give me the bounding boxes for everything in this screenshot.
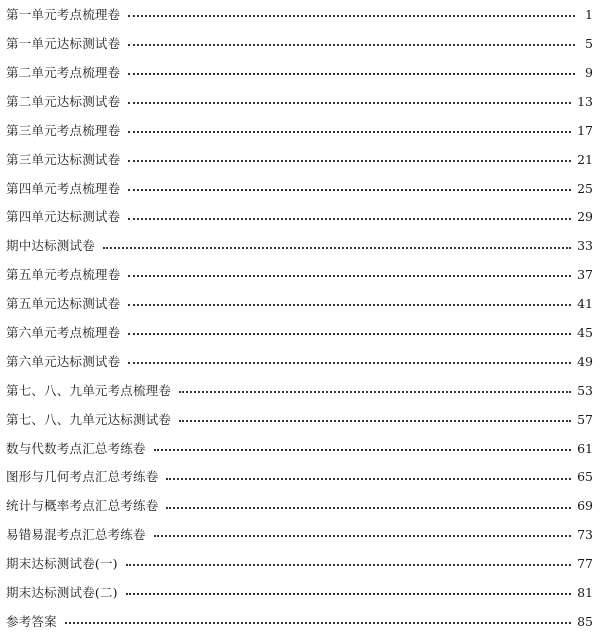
- toc-entry-title: 图形与几何考点汇总考练卷: [6, 469, 159, 485]
- toc-entry[interactable]: [6, 434, 594, 463]
- toc-entry[interactable]: [6, 550, 594, 579]
- dot-leader: [128, 189, 571, 191]
- toc-entry-title: 数与代数考点汇总考练卷: [6, 440, 146, 456]
- toc-entry[interactable]: [6, 1, 594, 30]
- toc-entry[interactable]: [6, 377, 594, 406]
- toc-entry-title: 第七、八、九单元达标测试卷: [6, 411, 172, 427]
- dot-leader: [166, 478, 571, 480]
- dot-leader: [154, 449, 571, 451]
- toc-entry-title: 期末达标测试卷(一): [6, 556, 118, 572]
- toc-entry-page: 77: [577, 556, 593, 572]
- toc-entry[interactable]: [6, 30, 594, 59]
- toc-entry-page: 9: [585, 64, 593, 80]
- toc-entry-title: 第一单元考点梳理卷: [6, 7, 121, 23]
- toc-entry-title: 统计与概率考点汇总考练卷: [6, 498, 159, 514]
- toc-entry-page: 33: [577, 238, 593, 254]
- toc-entry[interactable]: [6, 405, 594, 434]
- dot-leader: [128, 131, 571, 133]
- dot-leader: [65, 622, 571, 624]
- toc-entry-page: 61: [577, 440, 593, 456]
- dot-leader: [128, 275, 571, 277]
- toc-entry-title: 期中达标测试卷: [6, 238, 95, 254]
- toc-entry-title: 第三单元考点梳理卷: [6, 122, 121, 138]
- toc-entry-title: 第二单元达标测试卷: [6, 93, 121, 109]
- toc-entry[interactable]: [6, 608, 594, 637]
- dot-leader: [128, 333, 571, 335]
- toc-entry[interactable]: [6, 348, 594, 377]
- toc-entry[interactable]: [6, 261, 594, 290]
- table-of-contents: [6, 0, 594, 637]
- toc-entry[interactable]: [6, 59, 594, 88]
- dot-leader: [126, 564, 571, 566]
- dot-leader: [128, 362, 571, 364]
- toc-entry-page: 73: [577, 527, 593, 543]
- dot-leader: [128, 304, 571, 306]
- toc-entry-page: 13: [577, 93, 593, 109]
- toc-entry-page: 57: [577, 411, 593, 427]
- toc-entry-page: 41: [577, 296, 593, 312]
- dot-leader: [128, 102, 571, 104]
- toc-entry-title: 第二单元考点梳理卷: [6, 64, 121, 80]
- toc-entry[interactable]: [6, 88, 594, 117]
- toc-entry-title: 易错易混考点汇总考练卷: [6, 527, 146, 543]
- toc-entry-page: 37: [577, 267, 593, 283]
- toc-entry[interactable]: [6, 579, 594, 608]
- toc-entry-page: 17: [577, 122, 593, 138]
- toc-entry[interactable]: [6, 290, 594, 319]
- toc-entry-page: 21: [577, 151, 593, 167]
- dot-leader: [154, 535, 571, 537]
- toc-entry-page: 5: [585, 36, 593, 52]
- toc-entry[interactable]: [6, 145, 594, 174]
- dot-leader: [128, 73, 575, 75]
- toc-entry-title: 第六单元考点梳理卷: [6, 324, 121, 340]
- toc-entry-title: 第六单元达标测试卷: [6, 353, 121, 369]
- dot-leader: [128, 44, 575, 46]
- toc-entry-title: 第五单元达标测试卷: [6, 296, 121, 312]
- dot-leader: [179, 420, 571, 422]
- toc-entry-title: 第三单元达标测试卷: [6, 151, 121, 167]
- toc-entry[interactable]: [6, 203, 594, 232]
- toc-entry-page: 85: [577, 613, 593, 629]
- toc-entry-title: 参考答案: [6, 613, 57, 629]
- toc-entry[interactable]: [6, 521, 594, 550]
- dot-leader: [128, 218, 571, 220]
- toc-entry-page: 45: [577, 324, 593, 340]
- toc-entry-title: 期末达标测试卷(二): [6, 585, 118, 600]
- toc-entry[interactable]: [6, 232, 594, 261]
- toc-entry-title: 第四单元考点梳理卷: [6, 180, 121, 196]
- toc-entry[interactable]: [6, 117, 594, 146]
- toc-entry-page: 49: [577, 353, 593, 369]
- dot-leader: [103, 247, 571, 249]
- toc-entry-title: 第四单元达标测试卷: [6, 209, 121, 225]
- toc-entry[interactable]: [6, 492, 594, 521]
- toc-entry-page: 1: [585, 7, 593, 23]
- toc-entry[interactable]: [6, 174, 594, 203]
- dot-leader: [128, 160, 571, 162]
- toc-entry-page: 65: [577, 469, 593, 485]
- dot-leader: [128, 15, 575, 17]
- toc-entry-page: 69: [577, 498, 593, 514]
- toc-entry-title: 第一单元达标测试卷: [6, 36, 121, 52]
- toc-entry[interactable]: [6, 463, 594, 492]
- dot-leader: [126, 593, 571, 595]
- toc-entry-page: 25: [577, 180, 593, 196]
- toc-entry[interactable]: [6, 319, 594, 348]
- toc-entry-title: 第五单元考点梳理卷: [6, 267, 121, 283]
- toc-entry-page: 53: [577, 382, 593, 398]
- toc-entry-page: 29: [577, 209, 593, 225]
- toc-entry-page: 81: [577, 585, 593, 600]
- toc-entry-title: 第七、八、九单元考点梳理卷: [6, 382, 172, 398]
- dot-leader: [179, 391, 571, 393]
- dot-leader: [166, 507, 571, 509]
